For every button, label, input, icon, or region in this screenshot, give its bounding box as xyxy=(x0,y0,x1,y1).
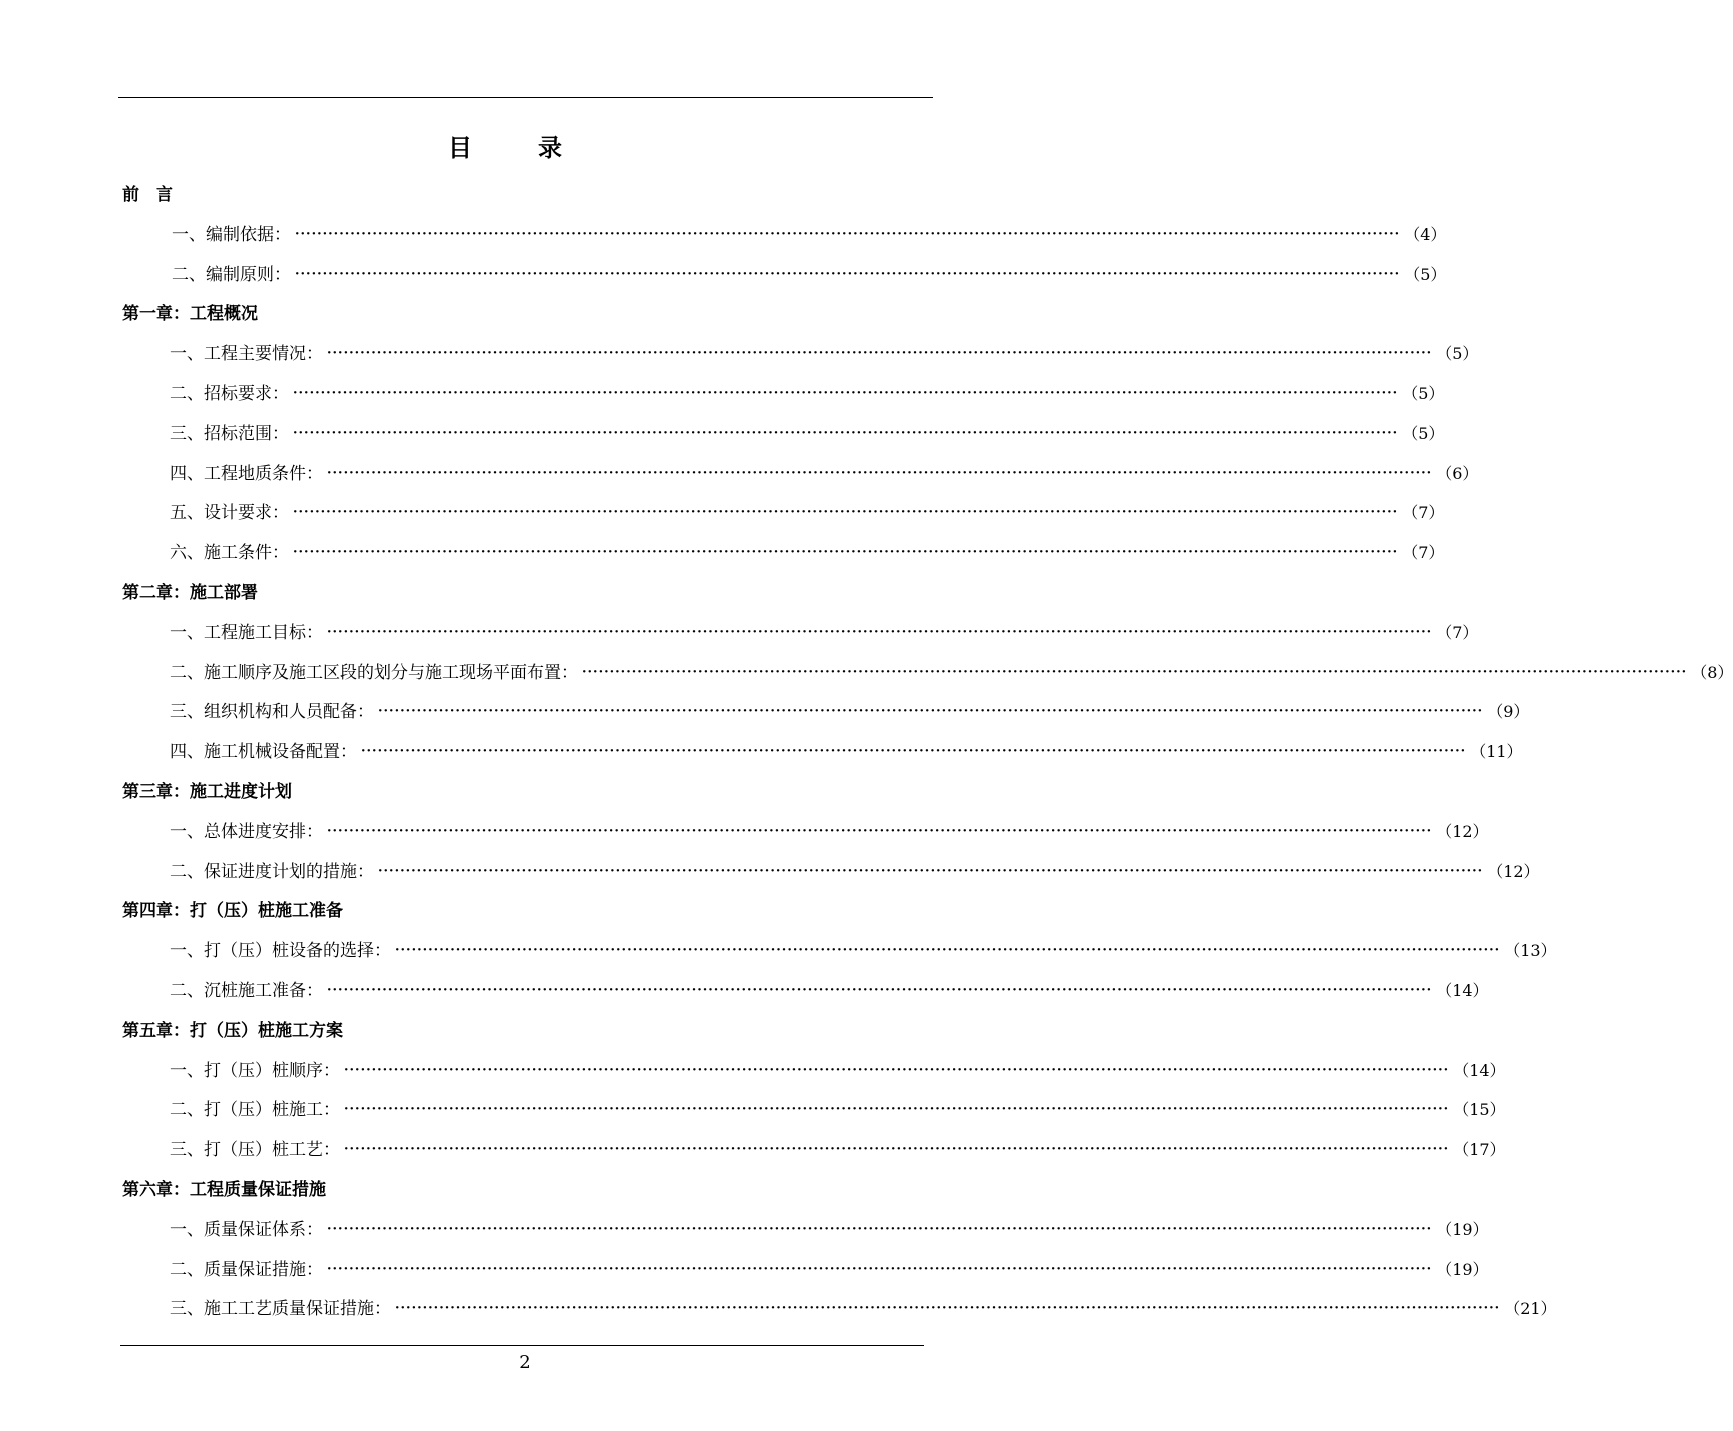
toc-chapter-heading: 第三章：施工进度计划 xyxy=(122,782,292,802)
toc-entry xyxy=(172,221,1447,249)
toc-leader-dots: ········································································································································································································ xyxy=(327,625,1433,640)
toc-chapter-heading: 第二章：施工部署 xyxy=(122,583,258,603)
toc-leader-dots: ········································································································································································································ xyxy=(327,983,1433,998)
toc-entry xyxy=(170,858,1540,886)
toc-leader-dots: ········································································································································································································ xyxy=(344,1063,1450,1078)
toc-chapter-heading: 第五章：打（压）桩施工方案 xyxy=(122,1021,343,1041)
toc-leader-dots: ········································································································································································································ xyxy=(582,665,1688,680)
toc-entry xyxy=(170,818,1489,846)
toc-entry xyxy=(170,1295,1557,1323)
toc-entry-label: 三、打（压）桩工艺： xyxy=(170,1140,340,1160)
toc-entry-label: 四、工程地质条件： xyxy=(170,464,323,484)
toc-leader-dots: ········································································································································································································ xyxy=(327,346,1433,361)
toc-leader-dots: ········································································································································································································ xyxy=(293,426,1399,441)
toc-entry xyxy=(170,977,1489,1005)
toc-leader-dots: ········································································································································································································ xyxy=(327,1222,1433,1237)
toc-entry-page: （8） xyxy=(1691,663,1733,682)
toc-leader-dots: ········································································································································································································ xyxy=(344,1142,1450,1157)
toc-leader-dots: ········································································································································································································ xyxy=(293,505,1399,520)
toc-entry-page: （21） xyxy=(1504,1299,1557,1318)
toc-leader-dots: ········································································································································································································ xyxy=(378,864,1484,879)
toc-entry xyxy=(170,1256,1489,1284)
toc-entry-page: （5） xyxy=(1402,424,1445,443)
toc-entry xyxy=(170,460,1479,488)
toc-entry-page: （14） xyxy=(1436,981,1489,1000)
toc-entry-label: 三、组织机构和人员配备： xyxy=(170,702,374,722)
toc-entry xyxy=(170,659,1733,687)
toc-entry-label: 三、招标范围： xyxy=(170,424,289,444)
title-char-right: 录 xyxy=(538,133,564,162)
header-rule xyxy=(118,97,933,98)
toc-entry-page: （7） xyxy=(1436,623,1479,642)
toc-entry-label: 二、保证进度计划的措施： xyxy=(170,862,374,882)
toc-entry xyxy=(170,539,1445,567)
toc-leader-dots: ········································································································································································································ xyxy=(395,943,1501,958)
toc-entry-label: 一、编制依据： xyxy=(172,225,291,245)
toc-entry-page: （5） xyxy=(1404,265,1447,284)
toc-entry-label: 一、质量保证体系： xyxy=(170,1220,323,1240)
toc-leader-dots: ········································································································································································································ xyxy=(295,227,1401,242)
toc-entry xyxy=(170,340,1479,368)
toc-entry xyxy=(170,1216,1489,1244)
toc-entry xyxy=(170,1096,1506,1124)
toc-entry xyxy=(172,261,1447,289)
toc-entry-page: （7） xyxy=(1402,503,1445,522)
toc-entry-label: 三、施工工艺质量保证措施： xyxy=(170,1299,391,1319)
toc-entry xyxy=(170,619,1479,647)
toc-entry-page: （5） xyxy=(1402,384,1445,403)
toc-entry-page: （9） xyxy=(1487,702,1530,721)
toc-entry-label: 一、工程主要情况： xyxy=(170,344,323,364)
toc-leader-dots: ········································································································································································································ xyxy=(327,824,1433,839)
page-number: 2 xyxy=(519,1352,531,1373)
toc-entry-label: 一、总体进度安排： xyxy=(170,822,323,842)
toc-entry-label: 五、设计要求： xyxy=(170,503,289,523)
toc-chapter-heading: 第一章：工程概况 xyxy=(122,304,258,324)
toc-entry-label: 一、打（压）桩设备的选择： xyxy=(170,941,391,961)
toc-leader-dots: ········································································································································································································ xyxy=(395,1301,1501,1316)
toc-leader-dots: ········································································································································································································ xyxy=(295,267,1401,282)
toc-entry-label: 四、施工机械设备配置： xyxy=(170,742,357,762)
toc-entry xyxy=(170,420,1445,448)
toc-entry-page: （12） xyxy=(1487,862,1540,881)
toc-entry-page: （4） xyxy=(1404,225,1447,244)
toc-entry-page: （19） xyxy=(1436,1260,1489,1279)
toc-leader-dots: ········································································································································································································ xyxy=(378,704,1484,719)
page-title xyxy=(0,128,1012,163)
toc-entry-page: （19） xyxy=(1436,1220,1489,1239)
toc-leader-dots: ········································································································································································································ xyxy=(293,386,1399,401)
toc-entry-page: （11） xyxy=(1470,742,1523,761)
toc-entry-page: （13） xyxy=(1504,941,1557,960)
toc-entry xyxy=(170,738,1523,766)
toc-entry-page: （6） xyxy=(1436,464,1479,483)
toc-leader-dots: ········································································································································································································ xyxy=(327,1262,1433,1277)
toc-entry-label: 二、打（压）桩施工： xyxy=(170,1100,340,1120)
toc-entry xyxy=(170,1136,1506,1164)
toc-entry-page: （5） xyxy=(1436,344,1479,363)
toc-entry-page: （7） xyxy=(1402,543,1445,562)
toc-entry-label: 一、工程施工目标： xyxy=(170,623,323,643)
toc-entry xyxy=(170,1057,1506,1085)
toc-entry-label: 二、沉桩施工准备： xyxy=(170,981,323,1001)
toc-entry-page: （14） xyxy=(1453,1061,1506,1080)
toc-entry xyxy=(170,499,1445,527)
toc-leader-dots: ········································································································································································································ xyxy=(293,545,1399,560)
toc-entry-label: 六、施工条件： xyxy=(170,543,289,563)
footer-rule xyxy=(120,1345,924,1346)
toc-entry-page: （15） xyxy=(1453,1100,1506,1119)
toc-leader-dots: ········································································································································································································ xyxy=(361,744,1467,759)
toc-entry-page: （17） xyxy=(1453,1140,1506,1159)
toc-entry xyxy=(170,698,1530,726)
toc-entry-label: 二、招标要求： xyxy=(170,384,289,404)
toc-entry-label: 二、编制原则： xyxy=(172,265,291,285)
toc-entry-label: 二、施工顺序及施工区段的划分与施工现场平面布置： xyxy=(170,663,578,683)
toc-chapter-heading: 第四章：打（压）桩施工准备 xyxy=(122,901,343,921)
toc-leader-dots: ········································································································································································································ xyxy=(344,1102,1450,1117)
toc-chapter-heading: 第六章：工程质量保证措施 xyxy=(122,1180,326,1200)
toc-entry-label: 二、质量保证措施： xyxy=(170,1260,323,1280)
toc-leader-dots: ········································································································································································································ xyxy=(327,466,1433,481)
toc-entry xyxy=(170,937,1557,965)
toc-entry-page: （12） xyxy=(1436,822,1489,841)
title-char-left: 目 xyxy=(448,133,474,162)
toc-chapter-heading: 前 言 xyxy=(122,185,173,205)
toc-entry-label: 一、打（压）桩顺序： xyxy=(170,1061,340,1081)
toc-entry xyxy=(170,380,1445,408)
